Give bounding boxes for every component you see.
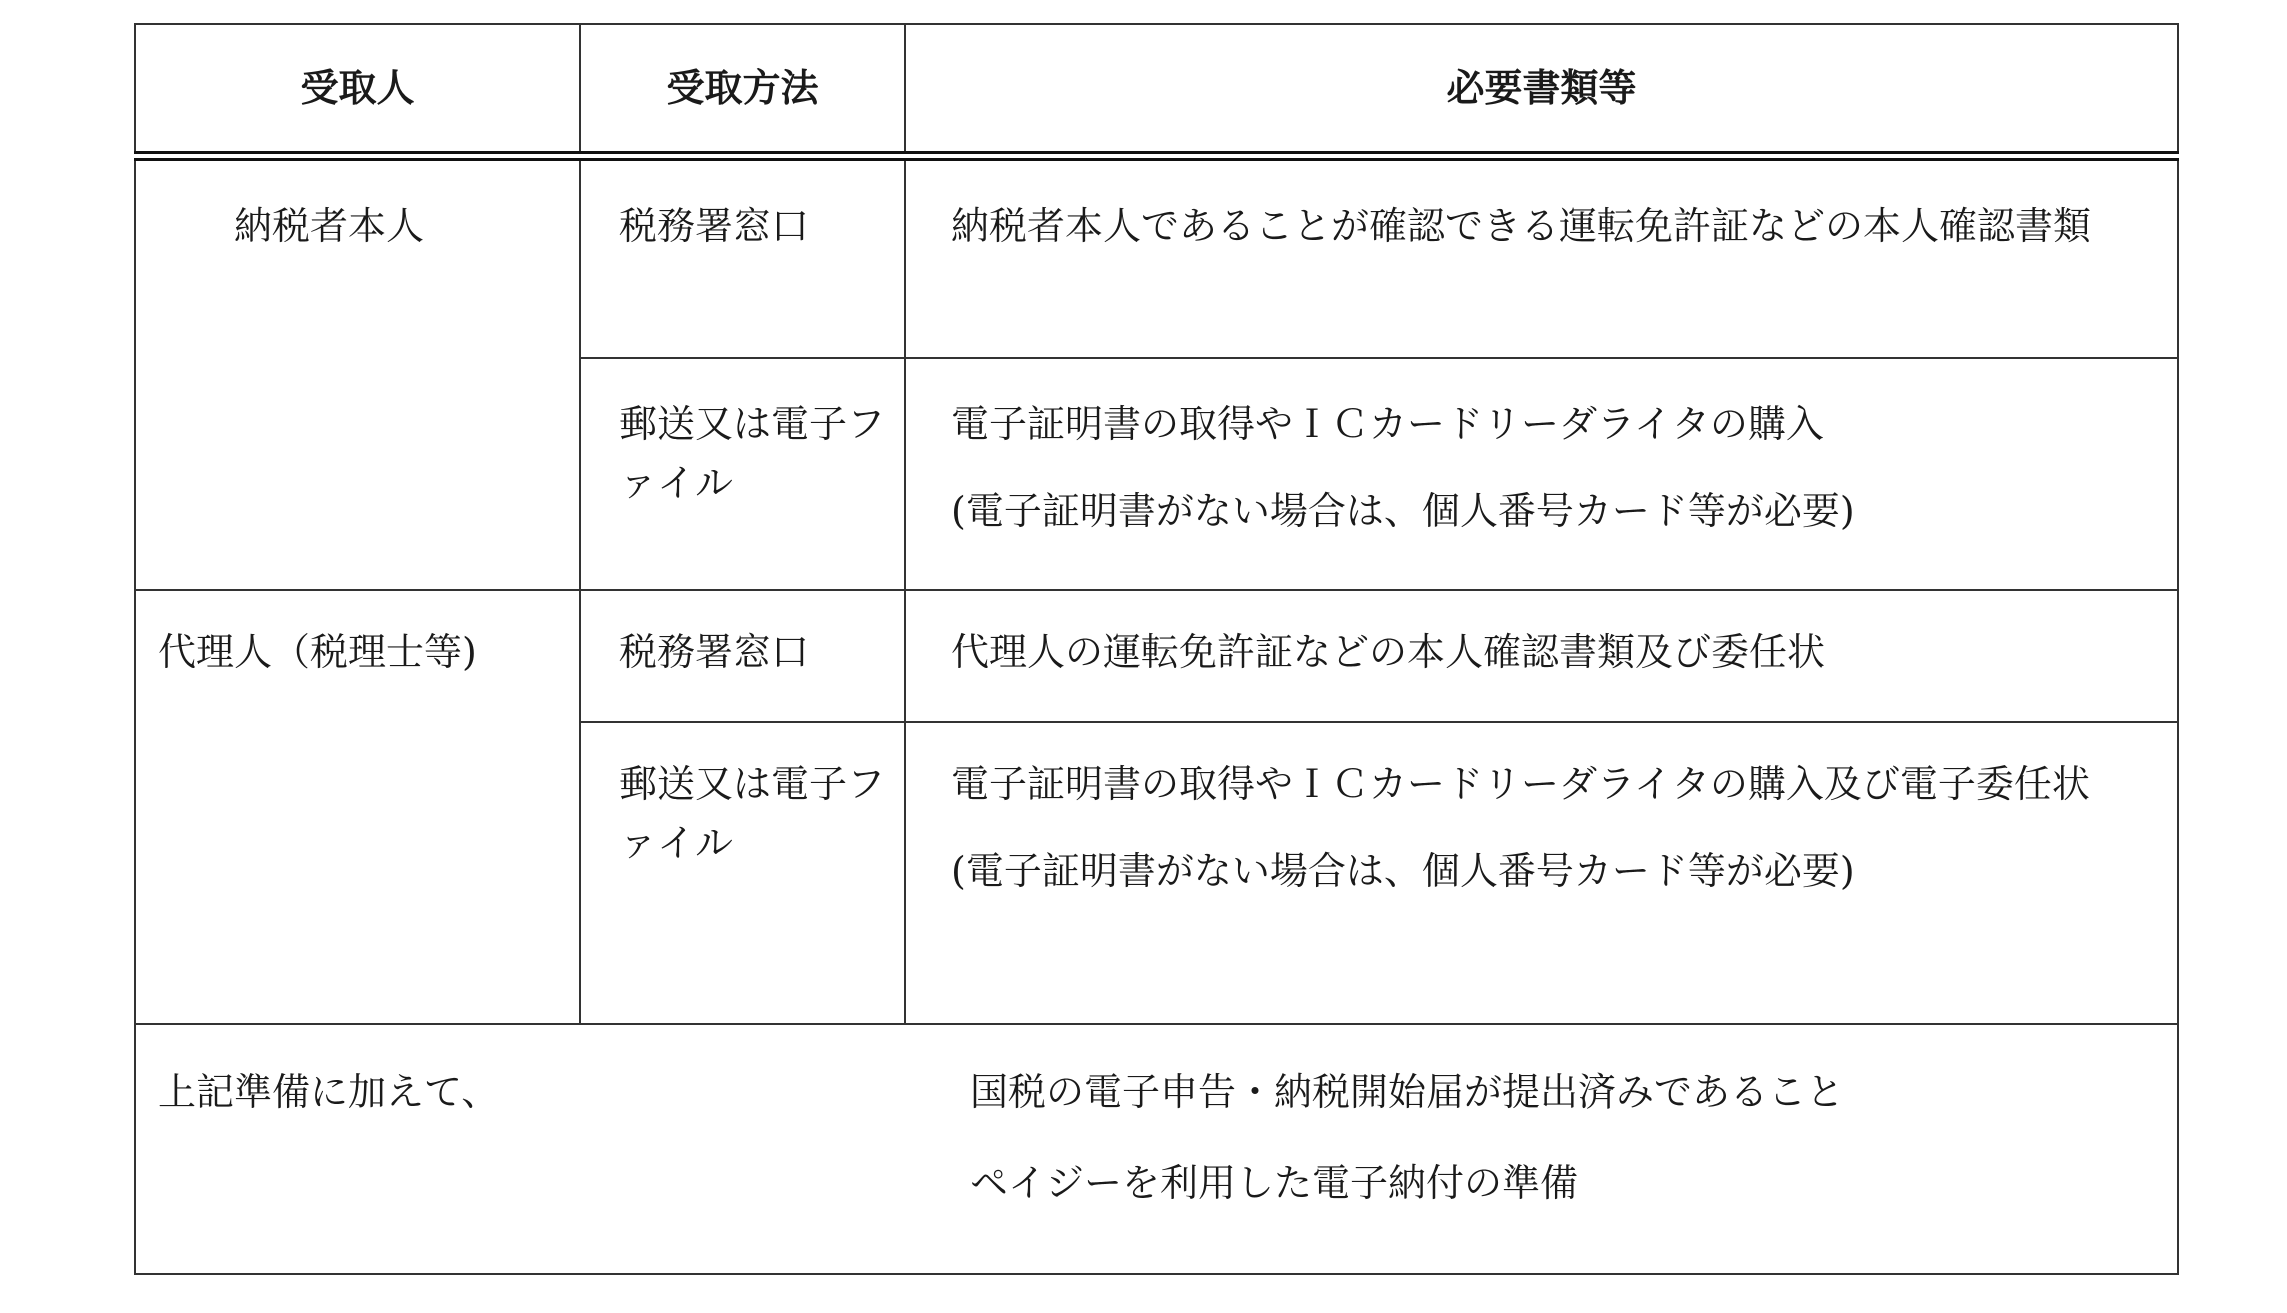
additional-item: 国税の電子申告・納税開始届が提出済みであること xyxy=(970,1070,1845,1114)
table-row xyxy=(135,1024,2178,1274)
documents-self-mail: 電子証明書の取得やＩＣカードリーダライタの購入 xyxy=(951,402,1824,446)
additional-item: ペイジーを利用した電子納付の準備 xyxy=(970,1160,1579,1205)
documents-agent-mail: 電子証明書の取得やＩＣカードリーダライタの購入及び電子委任状 xyxy=(951,762,2090,806)
method-self-mail: 郵送又は電子ファイル xyxy=(580,358,905,590)
header-method: 受取方法 xyxy=(580,24,905,156)
additional-label: 上記準備に加えて、 xyxy=(158,1070,500,1114)
method-agent-window: 税務署窓口 xyxy=(580,590,905,722)
recipient-agent: 代理人（税理士等) xyxy=(135,590,580,1024)
method-self-window: 税務署窓口 xyxy=(580,156,905,358)
documents-self-mail-note: (電子証明書がない場合は、個人番号カード等が必要) xyxy=(951,488,1855,533)
header-recipient: 受取人 xyxy=(135,24,580,156)
requirements-table xyxy=(134,23,2179,1275)
table-row xyxy=(135,156,2178,358)
method-agent-mail: 郵送又は電子ファイル xyxy=(580,722,905,1024)
table-row xyxy=(135,590,2178,722)
additional-cell xyxy=(135,1024,2178,1274)
additional-list xyxy=(970,1063,1844,1245)
recipient-self: 納税者本人 xyxy=(234,204,425,248)
documents-self-mail-cell xyxy=(905,358,2178,590)
recipient-self-cell xyxy=(135,156,580,590)
documents-agent-mail-cell xyxy=(905,722,2178,1024)
header-row xyxy=(135,24,2178,156)
documents-self-window: 納税者本人であることが確認できる運転免許証などの本人確認書類 xyxy=(905,156,2178,358)
documents-agent-mail-note: (電子証明書がない場合は、個人番号カード等が必要) xyxy=(951,848,1855,893)
header-documents: 必要書類等 xyxy=(905,24,2178,156)
documents-agent-window: 代理人の運転免許証などの本人確認書類及び委任状 xyxy=(905,590,2178,722)
